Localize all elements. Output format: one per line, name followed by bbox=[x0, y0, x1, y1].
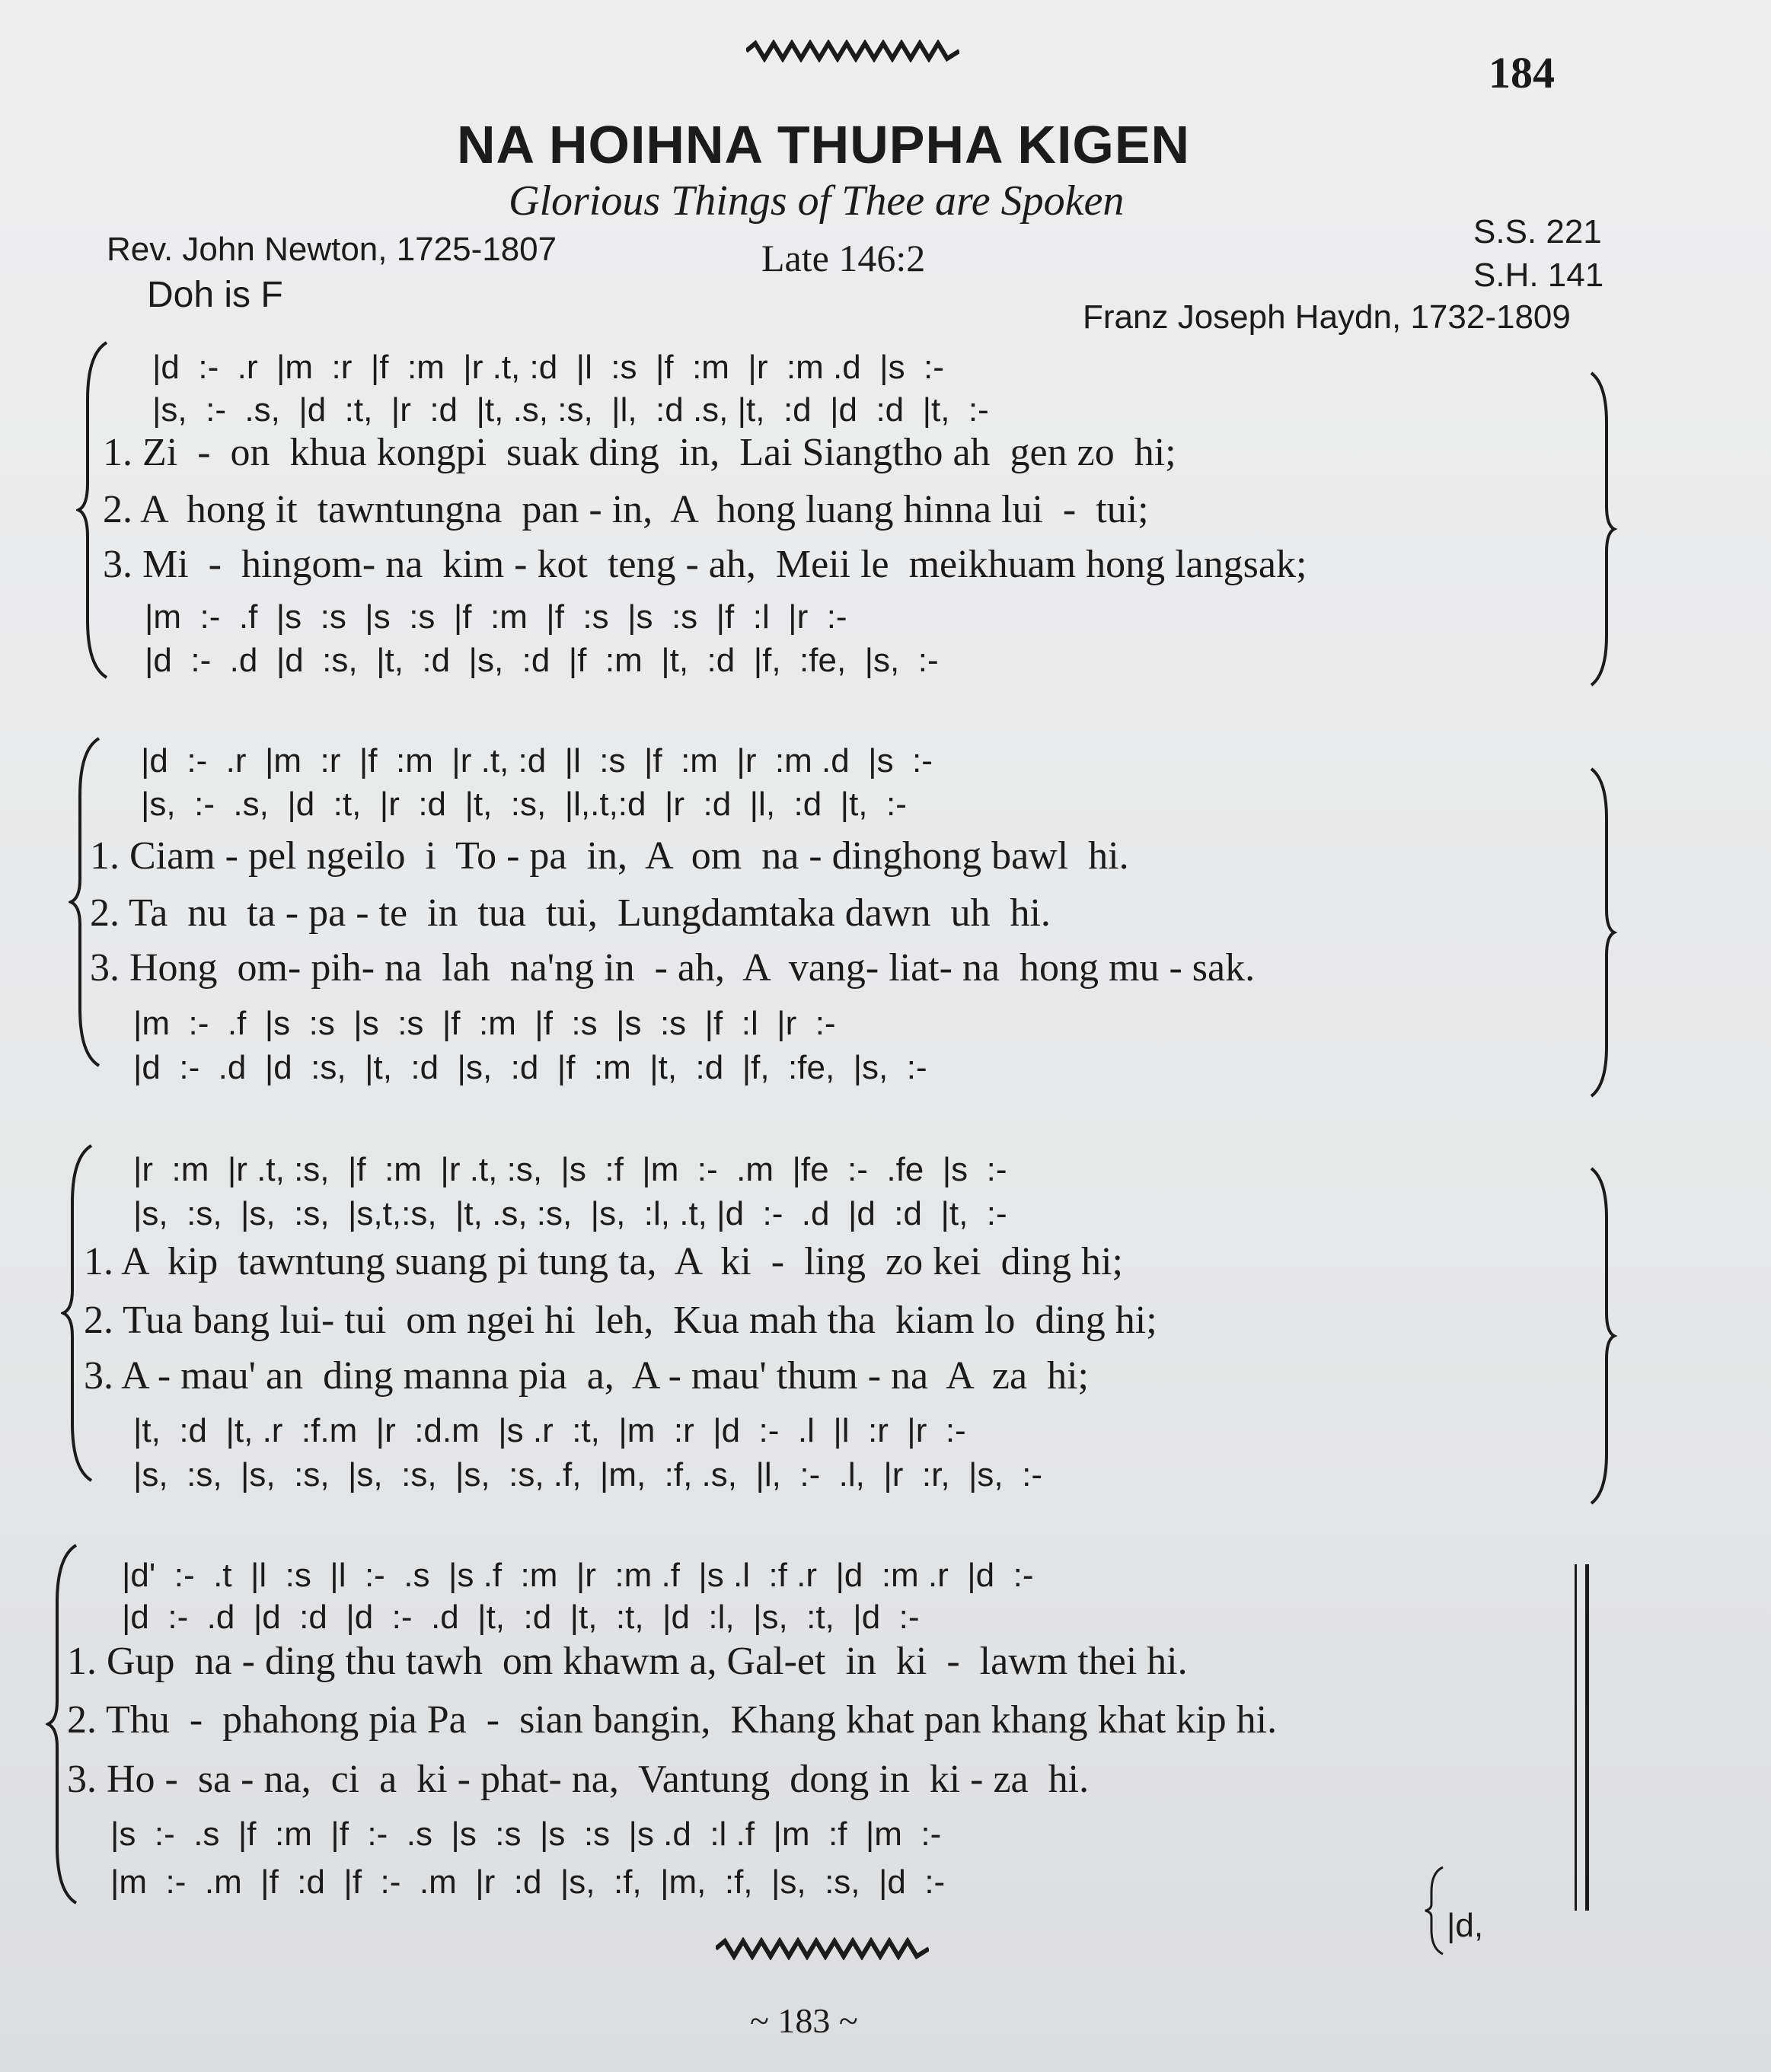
footer-page-number: ~ 183 ~ bbox=[750, 2001, 858, 2040]
lyric-verse-1: 1. Ciam - pel ngeilo i To - pa in, A om na - dinghong bawl hi. bbox=[90, 834, 1129, 878]
treble-part-2: |s, :- .s, |d :t, |r :d |t, .s, :s, |l, :d .s, |t, :d |d :d |t, :- bbox=[152, 391, 989, 429]
bass-part-2: |m :- .m |f :d |f :- .m |r :d |s, :f, |m, :f, |s, :s, |d :- bbox=[110, 1863, 946, 1901]
treble-part-1: |d' :- .t |l :s |l :- .s |s .f :m |r :m .f |s .l :f .r |d :m .r |d :- bbox=[122, 1557, 1034, 1594]
lyric-verse-1: 1. Zi - on khua kongpi suak ding in, Lai Siangtho ah gen zo hi; bbox=[103, 431, 1176, 474]
final-barline-thick bbox=[1585, 1564, 1589, 1911]
lyric-verse-2: 2. Ta nu ta - pa - te in tua tui, Lungdamtaka dawn uh hi. bbox=[90, 891, 1051, 935]
treble-part-1: |d :- .r |m :r |f :m |r .t, :d |l :s |f :m |r :m .d |s :- bbox=[152, 349, 944, 386]
treble-part-2: |d :- .d |d :d |d :- .d |t, :d |t, :t, |d :l, |s, :t, |d :- bbox=[122, 1599, 920, 1636]
bass-part-2: |s, :s, |s, :s, |s, :s, |s, :s, .f, |m, :f, .s, |l, :- .l, |r :r, |s, :- bbox=[133, 1456, 1042, 1493]
final-barline-thin bbox=[1575, 1564, 1577, 1911]
bass-part-1: |m :- .f |s :s |s :s |f :m |f :s |s :s |f :l |r :- bbox=[145, 598, 847, 636]
treble-part-2: |s, :s, |s, :s, |s,t,:s, |t, .s, :s, |s, :l, .t, |d :- .d |d :d |t, :- bbox=[133, 1195, 1007, 1232]
treble-part-1: |d :- .r |m :r |f :m |r .t, :d |l :s |f :m |r :m .d |s :- bbox=[141, 742, 933, 779]
composer-credit: Franz Joseph Haydn, 1732-1809 bbox=[1083, 298, 1571, 336]
lyric-verse-1: 1. A kip tawntung suang pi tung ta, A ki - ling zo kei ding hi; bbox=[84, 1240, 1123, 1283]
lyric-verse-1: 1. Gup na - ding thu tawh om khawm a, Gal-et in ki - lawm thei hi. bbox=[67, 1640, 1188, 1683]
bass-part-1: |t, :d |t, .r :f.m |r :d.m |s .r :t, |m :r |d :- .l |l :r |r :- bbox=[133, 1412, 966, 1449]
treble-part-1: |r :m |r .t, :s, |f :m |r .t, :s, |s :f |m :- .m |fe :- .fe |s :- bbox=[133, 1151, 1007, 1188]
right-brace bbox=[1588, 369, 1618, 689]
author-credit: Rev. John Newton, 1725-1807 bbox=[107, 231, 557, 268]
bottom-ornament bbox=[716, 1937, 929, 1960]
hymn-number: 184 bbox=[1489, 48, 1555, 97]
bass-part-1: |s :- .s |f :m |f :- .s |s :s |s :s |s .d :l .f |m :f |m :- bbox=[110, 1815, 942, 1853]
lyric-verse-3: 3. Ho - sa - na, ci a ki - phat- na, Vantung dong in ki - za hi. bbox=[67, 1758, 1090, 1801]
lyric-verse-3: 3. A - mau' an ding manna pia a, A - mau' thum - na A za hi; bbox=[84, 1354, 1089, 1398]
ref-ss: S.S. 221 bbox=[1473, 213, 1602, 250]
top-ornament bbox=[746, 40, 959, 62]
hymn-subtitle: Glorious Things of Thee are Spoken bbox=[509, 177, 1125, 225]
treble-part-2: |s, :- .s, |d :t, |r :d |t, :s, |l,.t,:d |r :d |l, :d |t, :- bbox=[141, 786, 907, 823]
ref-sh: S.H. 141 bbox=[1473, 257, 1604, 294]
bass-part-1: |m :- .f |s :s |s :s |f :m |f :s |s :s |f :l |r :- bbox=[133, 1005, 836, 1042]
right-brace bbox=[1588, 765, 1618, 1100]
bass-alt-note: |d, bbox=[1447, 1907, 1484, 1944]
lyric-verse-3: 3. Mi - hingom- na kim - kot teng - ah, Meii le meikhuam hong langsak; bbox=[103, 543, 1307, 586]
lyric-verse-2: 2. Tua bang lui- tui om ngei hi leh, Kua mah tha kiam lo ding hi; bbox=[84, 1299, 1157, 1342]
lyric-verse-2: 2. A hong it tawntungna pan - in, A hong luang hinna lui - tui; bbox=[103, 488, 1149, 531]
hymn-title: NA HOIHNA THUPHA KIGEN bbox=[457, 115, 1191, 174]
lyric-verse-3: 3. Hong om- pih- na lah na'ng in - ah, A vang- liat- na hong mu - sak. bbox=[90, 946, 1256, 990]
tune-reference: Late 146:2 bbox=[761, 237, 926, 279]
lyric-verse-2: 2. Thu - phahong pia Pa - sian bangin, Khang khat pan khang khat kip hi. bbox=[67, 1698, 1278, 1742]
right-brace bbox=[1588, 1165, 1618, 1507]
bass-part-2: |d :- .d |d :s, |t, :d |s, :d |f :m |t, :d |f, :fe, |s, :- bbox=[145, 642, 939, 679]
bass-part-2: |d :- .d |d :s, |t, :d |s, :d |f :m |t, :d |f, :fe, |s, :- bbox=[133, 1049, 927, 1086]
alt-bass-brace bbox=[1424, 1865, 1447, 1956]
key-signature: Doh is F bbox=[147, 275, 283, 315]
